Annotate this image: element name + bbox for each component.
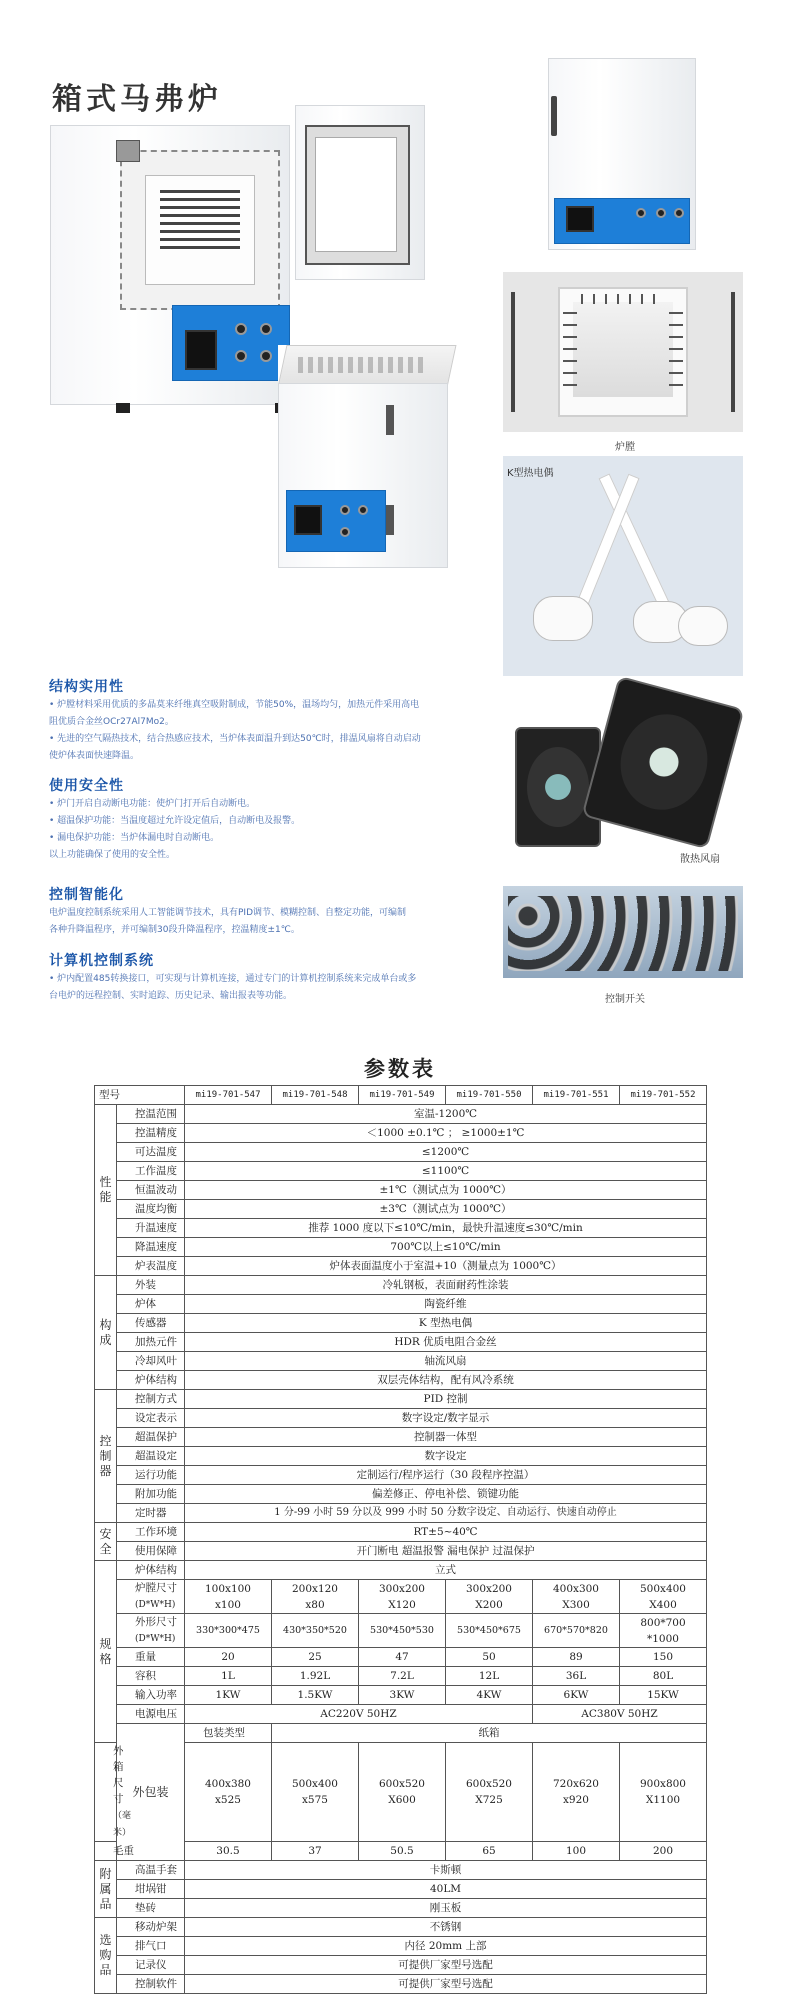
- table-row: [95, 1219, 707, 1238]
- row-label: 控温精度: [117, 1124, 185, 1143]
- row-value: ＜1000 ±0.1℃ ； ≥1000±1℃: [185, 1124, 707, 1143]
- row-value: 控制器一体型: [185, 1428, 707, 1447]
- row-label: 重量: [117, 1648, 185, 1667]
- caption-switch: 控制开关: [605, 994, 645, 1005]
- row-label: 电源电压: [117, 1705, 185, 1724]
- spec-cell: 330*300*475: [185, 1614, 272, 1648]
- spec-cell: AC380V 50HZ: [533, 1705, 707, 1724]
- row-value: 开门断电 超温报警 漏电保护 过温保护: [185, 1542, 707, 1561]
- row-value: 40LM: [185, 1880, 707, 1899]
- row-value: ≤1100℃: [185, 1162, 707, 1181]
- row-label: 坩埚钳: [117, 1880, 185, 1899]
- row-label: 运行功能: [117, 1466, 185, 1485]
- spec-cell: 12L: [446, 1667, 533, 1686]
- spec-cell: 300x200 X120: [359, 1580, 446, 1614]
- row-value: 纸箱: [272, 1724, 707, 1743]
- page-title: 箱式马弗炉: [52, 82, 222, 117]
- row-label: 炉体结构: [117, 1561, 185, 1580]
- table-row: [95, 1352, 707, 1371]
- section-title-intelligent: 控制智能化: [49, 887, 124, 903]
- row-value: 数字设定: [185, 1447, 707, 1466]
- row-value: 推荐 1000 度以下≤10℃/min，最快升温速度≤30℃/min: [185, 1219, 707, 1238]
- group-package: 外包装: [117, 1724, 185, 1861]
- row-value: 室温-1200℃: [185, 1105, 707, 1124]
- table-row: [95, 1614, 707, 1648]
- row-label: 传感器: [117, 1314, 185, 1333]
- caption-fan: 散热风扇: [680, 854, 720, 865]
- spec-cell: 4KW: [446, 1686, 533, 1705]
- spec-cell: 200x120 x80: [272, 1580, 359, 1614]
- table-row: [95, 1390, 707, 1409]
- row-label: 包装类型: [185, 1724, 272, 1743]
- row-label: 外箱尺寸 （毫米）: [95, 1743, 117, 1842]
- table-row: [95, 1295, 707, 1314]
- spec-cell: 530*450*530: [359, 1614, 446, 1648]
- table-row: [95, 1466, 707, 1485]
- spec-cell: 50.5: [359, 1842, 446, 1861]
- table-row: [95, 1918, 707, 1937]
- row-label: 超温保护: [117, 1428, 185, 1447]
- row-label: 容积: [117, 1667, 185, 1686]
- spec-cell: 600x520 X600: [359, 1743, 446, 1842]
- section-title-computer: 计算机控制系统: [49, 953, 154, 969]
- table-row: [95, 1542, 707, 1561]
- row-label: 超温设定: [117, 1447, 185, 1466]
- table-row: [95, 1371, 707, 1390]
- table-row: [95, 1686, 707, 1705]
- table-row: [95, 1899, 707, 1918]
- group-spec: 规格: [95, 1561, 117, 1743]
- row-label: 毛重: [95, 1842, 117, 1861]
- row-value: 偏差修正、停电补偿、锁键功能: [185, 1485, 707, 1504]
- table-row: [95, 1937, 707, 1956]
- row-label: 炉表温度: [117, 1257, 185, 1276]
- group-optional: 选购品: [95, 1918, 117, 1994]
- row-value: 双层壳体结构，配有风冷系统: [185, 1371, 707, 1390]
- parameter-table: [94, 1085, 707, 1994]
- table-row: [95, 1485, 707, 1504]
- spec-cell: 500x400 x575: [272, 1743, 359, 1842]
- table-row: [95, 1124, 707, 1143]
- section-text-safety: • 炉门开启自动断电功能：使炉门打开后自动断电。 • 超温保护功能：当温度超过允许设定值后，自动断电及报警。 • 漏电保护功能：当炉体漏电时自动断电。 以上功能确保了使用的安全性。: [49, 799, 301, 860]
- table-row: [95, 1105, 707, 1124]
- furnace-front-photo: [548, 58, 698, 258]
- row-label: 高温手套: [117, 1861, 185, 1880]
- spec-cell: 1KW: [185, 1686, 272, 1705]
- table-row: [95, 1880, 707, 1899]
- row-value: 700℃以上≤10℃/min: [185, 1238, 707, 1257]
- spec-cell: 20: [185, 1648, 272, 1667]
- spec-cell: 300x200 X200: [446, 1580, 533, 1614]
- row-value: 可提供厂家型号选配: [185, 1975, 707, 1994]
- row-label: 炉膛尺寸 (D*W*H): [117, 1580, 185, 1614]
- row-label: 升温速度: [117, 1219, 185, 1238]
- spec-cell: 47: [359, 1648, 446, 1667]
- spec-cell: 400x300 X300: [533, 1580, 620, 1614]
- model-cell: mi19-701-551: [533, 1086, 620, 1105]
- spec-cell: 400x380 x525: [185, 1743, 272, 1842]
- model-cell: mi19-701-548: [272, 1086, 359, 1105]
- spec-cell: 100x100 x100: [185, 1580, 272, 1614]
- table-row: [95, 1238, 707, 1257]
- row-label: 附加功能: [117, 1485, 185, 1504]
- row-value: K 型热电偶: [185, 1314, 707, 1333]
- row-label: 外形尺寸 (D*W*H): [117, 1614, 185, 1648]
- table-row: [95, 1667, 707, 1686]
- row-value: 陶瓷纤维: [185, 1295, 707, 1314]
- spec-cell: 530*450*675: [446, 1614, 533, 1648]
- model-cell: mi19-701-552: [620, 1086, 707, 1105]
- row-value: 1 分-99 小时 59 分以及 999 小时 50 分数字设定、自动运行、快速自动停止: [185, 1504, 707, 1523]
- row-value: 不锈钢: [185, 1918, 707, 1937]
- table-row: [95, 1724, 707, 1743]
- spec-cell: 89: [533, 1648, 620, 1667]
- table-row: [95, 1504, 707, 1523]
- table-row: [95, 1143, 707, 1162]
- row-label: 垫砖: [117, 1899, 185, 1918]
- row-label: 炉体结构: [117, 1371, 185, 1390]
- row-value: ±3℃（测试点为 1000℃）: [185, 1200, 707, 1219]
- model-label: 型号: [95, 1086, 185, 1105]
- table-row: [95, 1580, 707, 1614]
- row-value: 数字设定/数字显示: [185, 1409, 707, 1428]
- row-value: PID 控制: [185, 1390, 707, 1409]
- chamber-photo: [503, 272, 743, 432]
- table-row: [95, 1181, 707, 1200]
- row-value: 立式: [185, 1561, 707, 1580]
- table-row: [95, 1523, 707, 1542]
- table-row: [95, 1705, 707, 1724]
- group-composition: 构成: [95, 1276, 117, 1390]
- row-value: 内径 20mm 上部: [185, 1937, 707, 1956]
- spec-cell: 25: [272, 1648, 359, 1667]
- table-row: [95, 1561, 707, 1580]
- row-label: 移动炉架: [117, 1918, 185, 1937]
- row-label: 恒温波动: [117, 1181, 185, 1200]
- row-label: 温度均衡: [117, 1200, 185, 1219]
- spec-cell: 36L: [533, 1667, 620, 1686]
- table-row: [95, 1086, 707, 1105]
- row-label: 工作环境: [117, 1523, 185, 1542]
- table-row: [95, 1276, 707, 1295]
- section-title-safety: 使用安全性: [49, 778, 124, 794]
- spec-cell: 7.2L: [359, 1667, 446, 1686]
- row-value: RT±5~40℃: [185, 1523, 707, 1542]
- row-value: 炉体表面温度小于室温+10（测量点为 1000℃）: [185, 1257, 707, 1276]
- row-label: 炉体: [117, 1295, 185, 1314]
- row-value: HDR 优质电阻合金丝: [185, 1333, 707, 1352]
- row-label: 控制方式: [117, 1390, 185, 1409]
- row-label: 定时器: [117, 1504, 185, 1523]
- fan-photo: [503, 682, 743, 872]
- row-label: 冷却风叶: [117, 1352, 185, 1371]
- row-label: 控温范围: [117, 1105, 185, 1124]
- model-cell: mi19-701-550: [446, 1086, 533, 1105]
- table-row: [95, 1200, 707, 1219]
- model-cell: mi19-701-547: [185, 1086, 272, 1105]
- table-row: [95, 1975, 707, 1994]
- row-value: ≤1200℃: [185, 1143, 707, 1162]
- table-row: [95, 1743, 707, 1842]
- row-label: 控制软件: [117, 1975, 185, 1994]
- section-text-structure: • 炉膛材料采用优质的多晶莫来纤维真空吸附制成，节能50%，温场均匀，加热元件采用高电 阻优质合金丝OCr27Al7Mo2。 • 先进的空气隔热技术，结合热感应技术，当炉体表面温升到达50℃时，排温风扇将自动启动 使炉体表面快速降温。: [49, 700, 421, 761]
- table-row: [95, 1333, 707, 1352]
- section-title-structure: 结构实用性: [49, 679, 124, 695]
- row-label: 工作温度: [117, 1162, 185, 1181]
- spec-cell: 80L: [620, 1667, 707, 1686]
- caption-thermocouple: K型热电偶: [507, 468, 554, 479]
- spec-cell: 430*350*520: [272, 1614, 359, 1648]
- spec-cell: 600x520 X725: [446, 1743, 533, 1842]
- spec-cell: 6KW: [533, 1686, 620, 1705]
- table-row: [95, 1648, 707, 1667]
- row-value: 刚玉板: [185, 1899, 707, 1918]
- group-performance: 性能: [95, 1105, 117, 1276]
- table-row: [95, 1428, 707, 1447]
- row-label: 使用保障: [117, 1542, 185, 1561]
- spec-cell: 670*570*820: [533, 1614, 620, 1648]
- spec-cell: 30.5: [185, 1842, 272, 1861]
- row-label: 降温速度: [117, 1238, 185, 1257]
- row-label: 设定表示: [117, 1409, 185, 1428]
- row-value: 轴流风扇: [185, 1352, 707, 1371]
- spec-cell: 100: [533, 1842, 620, 1861]
- model-cell: mi19-701-549: [359, 1086, 446, 1105]
- group-accessory: 附属品: [95, 1861, 117, 1918]
- section-text-computer: • 炉内配置485转换接口，可实现与计算机连接，通过专门的计算机控制系统来完成单台或多 台电炉的远程控制、实时追踪、历史记录、输出报表等功能。: [49, 974, 417, 1001]
- row-label: 可达温度: [117, 1143, 185, 1162]
- spec-cell: 3KW: [359, 1686, 446, 1705]
- row-label: 记录仪: [117, 1956, 185, 1975]
- row-value: 卡斯顿: [185, 1861, 707, 1880]
- table-row: [95, 1162, 707, 1181]
- table-row: [95, 1861, 707, 1880]
- row-value: 可提供厂家型号选配: [185, 1956, 707, 1975]
- row-label: 排气口: [117, 1937, 185, 1956]
- row-value: 冷轧钢板，表面耐药性涂装: [185, 1276, 707, 1295]
- spec-cell: 37: [272, 1842, 359, 1861]
- row-label: 加热元件: [117, 1333, 185, 1352]
- spec-cell: 800*700 *1000: [620, 1614, 707, 1648]
- spec-cell: 15KW: [620, 1686, 707, 1705]
- table-row: [95, 1956, 707, 1975]
- table-row: [95, 1314, 707, 1333]
- spec-cell: 1.92L: [272, 1667, 359, 1686]
- switch-photo: [503, 886, 743, 978]
- row-label: 输入功率: [117, 1686, 185, 1705]
- group-controller: 控制器: [95, 1390, 117, 1523]
- thermocouple-photo: [503, 456, 743, 676]
- spec-cell: 500x400 X400: [620, 1580, 707, 1614]
- spec-cell: 150: [620, 1648, 707, 1667]
- table-title: 参数表: [364, 1056, 436, 1081]
- row-label: 外装: [117, 1276, 185, 1295]
- table-row: [95, 1447, 707, 1466]
- spec-cell: AC220V 50HZ: [185, 1705, 533, 1724]
- table-row: [95, 1257, 707, 1276]
- spec-cell: 1L: [185, 1667, 272, 1686]
- furnace-closed-photo: [278, 345, 458, 575]
- spec-cell: 50: [446, 1648, 533, 1667]
- row-value: 定制运行/程序运行（30 段程序控温）: [185, 1466, 707, 1485]
- table-row: [95, 1409, 707, 1428]
- section-text-intelligent: 电炉温度控制系统采用人工智能调节技术，具有PID调节、模糊控制、自整定功能，可编制 各种升降温程序，并可编制30段升降温程序，控温精度±1℃。: [49, 908, 407, 935]
- spec-cell: 1.5KW: [272, 1686, 359, 1705]
- group-safety: 安全: [95, 1523, 117, 1561]
- spec-cell: 900x800 X1100: [620, 1743, 707, 1842]
- spec-cell: 200: [620, 1842, 707, 1861]
- spec-cell: 720x620 x920: [533, 1743, 620, 1842]
- spec-cell: 65: [446, 1842, 533, 1861]
- row-value: ±1℃（测试点为 1000℃）: [185, 1181, 707, 1200]
- table-row: [95, 1842, 707, 1861]
- caption-chamber: 炉膛: [615, 442, 635, 453]
